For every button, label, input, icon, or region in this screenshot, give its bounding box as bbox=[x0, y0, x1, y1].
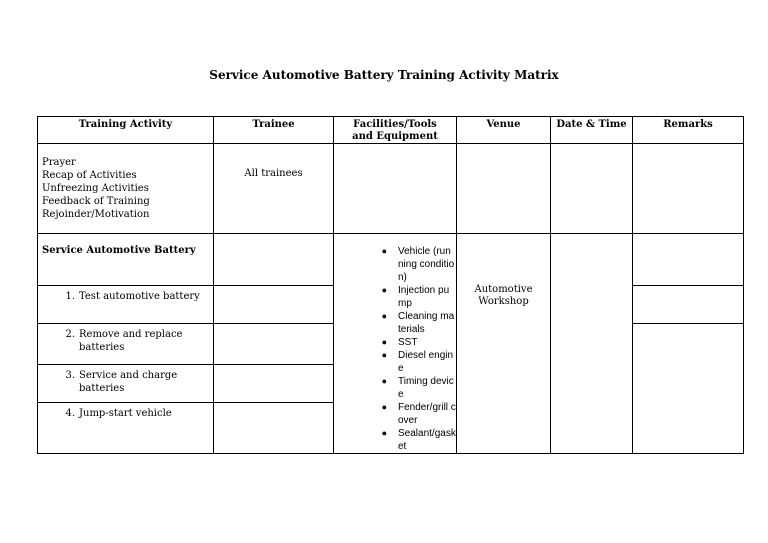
empty-cell bbox=[633, 286, 744, 324]
opening-trainee-cell bbox=[214, 144, 334, 234]
list-item: Recap of Activities bbox=[42, 170, 137, 181]
opening-activities-cell bbox=[38, 144, 214, 234]
list-item: ● Fender/grill cover bbox=[334, 401, 456, 427]
task-cell bbox=[38, 286, 214, 324]
venue bbox=[457, 234, 550, 308]
empty-cell bbox=[214, 286, 334, 324]
tools-list bbox=[334, 234, 456, 453]
empty-cell bbox=[334, 144, 457, 234]
header-date-time: Date & Time bbox=[551, 117, 633, 144]
empty-cell bbox=[214, 324, 334, 365]
header-remarks: Remarks bbox=[633, 117, 744, 144]
task-item: 2. Remove and replace batteries bbox=[65, 329, 183, 353]
bullet-icon: ● bbox=[381, 285, 387, 295]
table-row bbox=[38, 234, 744, 286]
header-facilities-line2: and Equipment bbox=[352, 131, 438, 142]
list-item: ● Vehicle (running condition) bbox=[334, 245, 456, 284]
list-item: ● Cleaning materials bbox=[334, 310, 456, 336]
list-item: ● Diesel engine bbox=[334, 349, 456, 375]
opening-activities-list bbox=[38, 144, 213, 221]
header-facilities bbox=[334, 117, 457, 144]
empty-cell bbox=[633, 324, 744, 454]
task-item: 3. Service and charge batteries bbox=[65, 370, 178, 394]
empty-cell bbox=[457, 144, 551, 234]
venue-line2: Workshop bbox=[478, 296, 529, 307]
activity-matrix-table bbox=[37, 116, 744, 454]
date-time-cell bbox=[551, 234, 633, 454]
bullet-icon: ● bbox=[381, 350, 387, 360]
list-item: Feedback of Training bbox=[42, 196, 150, 207]
list-item: Rejoinder/Motivation bbox=[42, 209, 150, 220]
venue-line1: Automotive bbox=[474, 284, 533, 295]
venue-cell bbox=[457, 234, 551, 454]
list-item: ● SST bbox=[334, 336, 456, 349]
list-item: Unfreezing Activities bbox=[42, 183, 149, 194]
opening-trainee: All trainees bbox=[244, 168, 303, 179]
empty-cell bbox=[633, 234, 744, 286]
bullet-icon: ● bbox=[381, 337, 387, 347]
empty-cell bbox=[214, 234, 334, 286]
header-venue: Venue bbox=[457, 117, 551, 144]
section-title-cell bbox=[38, 234, 214, 286]
list-item: ● Injection pump bbox=[334, 284, 456, 310]
header-facilities-line1: Facilities/Tools bbox=[353, 119, 437, 130]
bullet-icon: ● bbox=[381, 246, 387, 256]
bullet-icon: ● bbox=[381, 402, 387, 412]
empty-cell bbox=[551, 144, 633, 234]
header-trainee: Trainee bbox=[214, 117, 334, 144]
header-training-activity: Training Activity bbox=[38, 117, 214, 144]
bullet-icon: ● bbox=[381, 428, 387, 438]
list-item: ● Sealant/gasket bbox=[334, 427, 456, 453]
task-cell bbox=[38, 365, 214, 403]
section-title: Service Automotive Battery bbox=[42, 245, 196, 256]
task-cell bbox=[38, 324, 214, 365]
list-item: Prayer bbox=[42, 157, 76, 168]
task-item: 1. Test automotive battery bbox=[65, 291, 200, 302]
bullet-icon: ● bbox=[381, 311, 387, 321]
header-row bbox=[38, 117, 744, 144]
tools-cell bbox=[334, 234, 457, 454]
task-cell bbox=[38, 403, 214, 454]
empty-cell bbox=[633, 144, 744, 234]
empty-cell bbox=[214, 365, 334, 403]
empty-cell bbox=[214, 403, 334, 454]
list-item: ● Timing device bbox=[334, 375, 456, 401]
page-title: Service Automotive Battery Training Activity Matrix bbox=[209, 68, 559, 82]
table-row bbox=[38, 144, 744, 234]
bullet-icon: ● bbox=[381, 376, 387, 386]
task-item: 4. Jump-start vehicle bbox=[65, 408, 172, 419]
